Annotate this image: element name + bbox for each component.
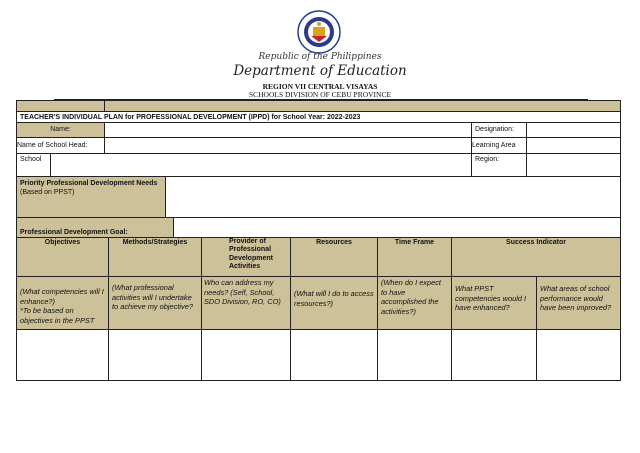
priority-needs-title: Priority Professional Development Needs — [20, 180, 158, 187]
department-title: Department of Education — [233, 63, 407, 79]
prompt-success-school: What areas of school performance would have been improved? — [536, 276, 621, 330]
prompt-provider: Who can address my needs? (Self, School, SDO Division, RO, CO) — [201, 276, 291, 330]
priority-needs-label — [16, 176, 166, 218]
col-objectives: Objectives — [16, 237, 109, 277]
learning-area-field[interactable] — [526, 137, 621, 154]
goal-field[interactable] — [173, 217, 621, 238]
prompt-objectives-note: *To be based on objectives in the PPST — [20, 306, 95, 325]
region-label: Region: — [471, 153, 527, 177]
col-success-indicator: Success Indicator — [451, 237, 621, 277]
prompt-success-ppst: What PPST competencies would I have enhanced? — [451, 276, 537, 330]
col-resources: Resources — [290, 237, 378, 277]
division-text: SCHOOLS DIVISION OF CEBU PROVINCE — [248, 90, 392, 99]
entry-timeframe[interactable] — [377, 329, 452, 381]
region-field[interactable] — [526, 153, 621, 177]
priority-needs-field[interactable] — [165, 176, 621, 218]
entry-success-ppst[interactable] — [451, 329, 537, 381]
prompt-timeframe: (When do I expect to have accomplished the activities?) — [377, 276, 452, 330]
col-methods: Methods/Strategies — [108, 237, 202, 277]
prompt-methods: (What professional activities will I undertake to achieve my objective? — [108, 276, 202, 330]
school-head-label: Name of School Head: — [16, 137, 105, 154]
school-head-field[interactable] — [104, 137, 472, 154]
form-title: TEACHER'S INDIVIDUAL PLAN for PROFESSIONAL DEVELOPMENT (IPPD) for School Year: 2022-2023 — [16, 111, 621, 123]
prompt-resources: (What will I do to access resources?) — [290, 276, 378, 330]
col-timeframe: Time Frame — [377, 237, 452, 277]
col-provider: Provider of Professional Development Activities — [201, 237, 291, 277]
school-label: School — [16, 153, 51, 177]
school-field[interactable] — [50, 153, 472, 177]
designation-label: Designation: — [471, 122, 527, 138]
republic-text: Republic of the Philippines — [258, 52, 382, 62]
learning-area-label: Learning Area — [471, 137, 527, 154]
priority-needs-subtitle: (Based on PPST) — [20, 189, 75, 197]
prompt-objectives — [16, 276, 109, 330]
name-field[interactable] — [104, 122, 472, 138]
entry-methods[interactable] — [108, 329, 202, 381]
entry-success-school[interactable] — [536, 329, 621, 381]
designation-field[interactable] — [526, 122, 621, 138]
entry-objectives[interactable] — [16, 329, 109, 381]
region-text: REGION VII CENTRAL VISAYAS — [262, 82, 378, 91]
name-label: Name: — [16, 122, 105, 138]
entry-provider[interactable] — [201, 329, 291, 381]
prompt-objectives-text: (What competencies will I enhance?) — [20, 287, 104, 306]
entry-resources[interactable] — [290, 329, 378, 381]
goal-label: Professional Development Goal: — [16, 217, 174, 238]
